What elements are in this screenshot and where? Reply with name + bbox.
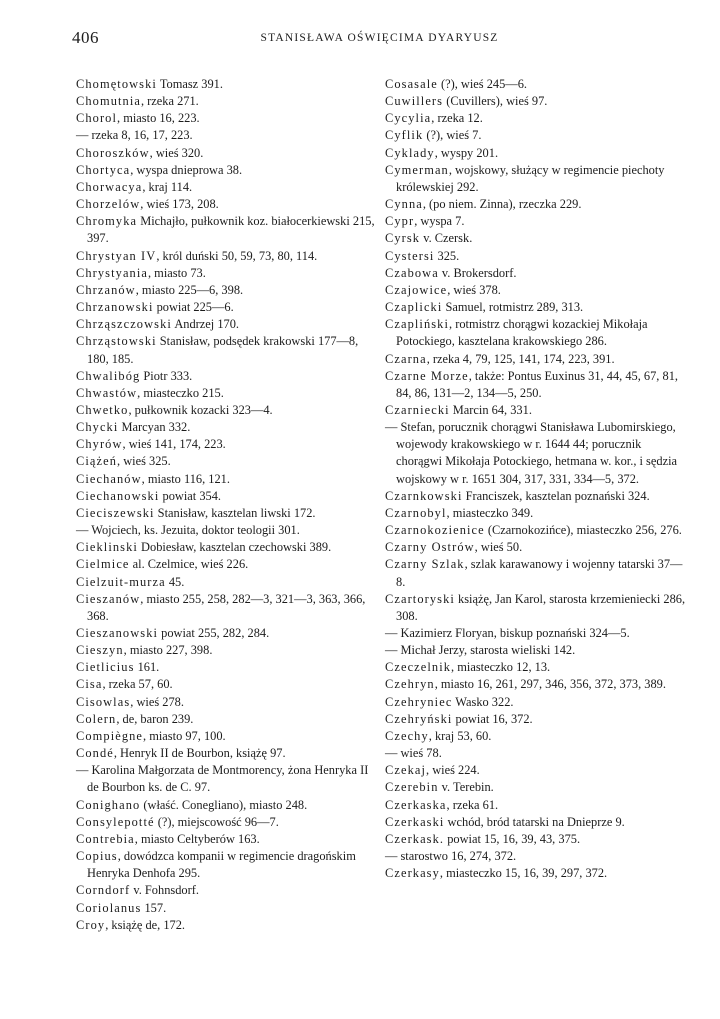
index-entry — [76, 814, 376, 831]
index-entry — [76, 162, 376, 179]
index-entry — [385, 230, 687, 247]
entry-text: — Wojciech, ks. Jezuita, doktor teologii 301. — [76, 523, 300, 538]
page-header — [72, 28, 687, 52]
index-entry — [385, 368, 687, 402]
index-entry — [76, 848, 376, 882]
index-entry — [385, 556, 687, 590]
entry-text: , miasto 73. — [147, 265, 206, 280]
entry-headword: Chorzelów — [76, 197, 141, 212]
index-entry — [385, 145, 687, 162]
entry-text: wchód, bród tatarski na Dnieprze 9. — [444, 814, 625, 829]
index-entry — [76, 917, 376, 934]
entry-text: , miasto 225—6, 398. — [135, 282, 244, 297]
entry-text: , miasto 16, 223. — [117, 111, 200, 126]
entry-headword: Chwastów — [76, 385, 138, 400]
entry-text: , szlak karawanowy i wojenny tatarski 37—8. — [396, 557, 683, 589]
entry-text: , rzeka 4, 79, 125, 141, 174, 223, 391. — [426, 351, 615, 366]
entry-headword: Cymerman — [385, 162, 449, 177]
index-entry — [385, 248, 687, 265]
entry-text: Michajło, pułkownik koz. białocerkiewski 215, 397. — [87, 214, 375, 246]
entry-headword: Czerkask. — [385, 831, 445, 846]
entry-text: (?), wieś 245—6. — [437, 77, 527, 91]
entry-headword: Cietlicius — [76, 660, 135, 675]
index-entry — [385, 196, 687, 213]
entry-headword: Coriolanus — [76, 900, 142, 915]
entry-text: v. Fohnsdorf. — [130, 883, 199, 898]
entry-headword: Czarnobyl — [385, 505, 447, 520]
entry-headword: Czerebin — [385, 780, 439, 795]
index-entry — [76, 179, 376, 196]
entry-headword: Cypr — [385, 214, 415, 229]
entry-text: — Kazimierz Floryan, biskup poznański 324—5. — [385, 626, 630, 640]
entry-text: Stanisław, podsędek krakowski 177—8, 180, 185. — [87, 334, 359, 366]
entry-headword: Cieszanowski — [76, 626, 159, 640]
index-entry — [76, 333, 376, 367]
index-entry — [385, 522, 687, 539]
entry-text: , miasteczko 349. — [446, 505, 534, 520]
index-entry — [385, 676, 687, 693]
entry-headword: Chrystyan IV — [76, 248, 157, 263]
index-entry — [76, 797, 376, 814]
entry-headword: Consylepotté — [76, 814, 155, 829]
index-entry — [76, 728, 376, 745]
entry-text: powiat 15, 16, 39, 43, 375. — [444, 831, 581, 846]
entry-text: , rzeka 271. — [140, 94, 199, 109]
index-entry — [385, 659, 687, 676]
entry-headword: Chorol — [76, 111, 118, 126]
entry-text: , wieś 278. — [130, 694, 184, 709]
entry-headword: Ciechanowski — [76, 488, 160, 503]
entry-text: Andrzej 170. — [171, 317, 240, 332]
entry-text: , wieś 224. — [426, 763, 480, 778]
index-entry — [76, 762, 376, 796]
index-entry — [76, 213, 376, 247]
index-entry — [385, 711, 687, 728]
entry-headword: Cosasale — [385, 77, 438, 91]
index-entry — [385, 76, 687, 93]
index-entry — [76, 265, 376, 282]
entry-text: , pułkownik kozacki 323—4. — [128, 402, 273, 417]
entry-headword: Czerkaski — [385, 814, 445, 829]
index-entry — [385, 316, 687, 350]
index-entry — [76, 676, 376, 693]
index-entry — [76, 488, 376, 505]
entry-headword: Cieszyn — [76, 643, 124, 658]
entry-headword: Cieciszewski — [76, 505, 155, 520]
index-entry — [76, 127, 376, 144]
index-entry — [385, 419, 687, 488]
entry-headword: Croy — [76, 917, 106, 932]
entry-headword: Cielzuit-murza — [76, 574, 166, 589]
entry-headword: Ciechanów — [76, 471, 142, 486]
entry-headword: Chwetko — [76, 402, 129, 417]
index-entry — [76, 539, 376, 556]
index-entry — [76, 711, 376, 728]
entry-text: , miasto Celtyberów 163. — [134, 831, 260, 846]
entry-text: , król duński 50, 59, 73, 80, 114. — [156, 248, 318, 263]
index-entry — [76, 574, 376, 591]
index-entry — [76, 556, 376, 573]
index-entry — [385, 505, 687, 522]
entry-headword: Cisa — [76, 677, 103, 692]
entry-text: , dowódzca kompanii w regimencie dragońskim Henryka Denhofa 295. — [87, 849, 356, 881]
entry-headword: Contrebia — [76, 831, 135, 846]
index-entry — [76, 385, 376, 402]
entry-text: , Henryk II de Bourbon, książę 97. — [113, 746, 286, 761]
index-entry — [385, 110, 687, 127]
entry-text: al. Czelmice, wieś 226. — [129, 557, 249, 572]
index-entry — [76, 900, 376, 917]
entry-text: v. Terebin. — [438, 780, 494, 795]
index-entry — [385, 797, 687, 814]
index-entry — [76, 831, 376, 848]
index-entry — [385, 488, 687, 505]
index-column-left — [76, 76, 376, 934]
running-title: STANISŁAWA OŚWIĘCIMA DYARYUSZ — [260, 32, 499, 44]
entry-headword: Czekaj — [385, 763, 427, 778]
entry-text: v. Brokersdorf. — [438, 265, 517, 280]
index-entry — [76, 745, 376, 762]
index-entry — [385, 127, 687, 144]
entry-headword: Czechy — [385, 728, 429, 743]
entry-text: (Czarnokozińce), miasteczko 256, 276. — [484, 523, 682, 538]
entry-text: , wyspy 201. — [434, 145, 499, 160]
entry-text: Samuel, rotmistrz 289, 313. — [442, 300, 584, 315]
entry-text: (Cuvillers), wieś 97. — [443, 94, 548, 109]
entry-headword: Conighano — [76, 797, 141, 812]
entry-headword: Chrząszczowski — [76, 317, 172, 332]
entry-text: , kraj 53, 60. — [428, 728, 492, 743]
entry-headword: Choroszków — [76, 145, 150, 160]
index-entry — [76, 591, 376, 625]
entry-headword: Czarnokozienice — [385, 523, 485, 538]
entry-headword: Cynna — [385, 197, 423, 212]
index-entry — [76, 625, 376, 642]
entry-text: , wieś 173, 208. — [140, 197, 219, 212]
entry-headword: Czabowa — [385, 265, 439, 280]
index-entry — [76, 93, 376, 110]
entry-headword: Chrzanów — [76, 282, 136, 297]
entry-headword: Cieklinski — [76, 540, 138, 555]
entry-text: , rotmistrz chorągwi kozackiej Mikołaja Potockiego, kasztelana krakowskiego 286. — [396, 317, 648, 349]
index-entry — [385, 162, 687, 196]
entry-headword: Cycylia — [385, 111, 432, 126]
entry-headword: Cyrsk — [385, 231, 421, 246]
index-entry — [385, 539, 687, 556]
index-entry — [385, 351, 687, 368]
entry-text: , wieś 325. — [117, 454, 171, 469]
entry-text: , rzeka 12. — [431, 111, 483, 126]
entry-headword: Corndorf — [76, 883, 131, 898]
entry-headword: Cisowlas — [76, 694, 131, 709]
entry-headword: Czeczelnik — [385, 660, 452, 675]
index-entry — [76, 316, 376, 333]
index-entry — [76, 110, 376, 127]
entry-headword: Copius — [76, 849, 118, 864]
entry-text: Tomasz 391. — [156, 77, 223, 91]
index-entry — [76, 368, 376, 385]
index-entry — [385, 625, 687, 642]
entry-text: Wasko 322. — [452, 694, 514, 709]
index-entry — [76, 282, 376, 299]
index-entry — [385, 745, 687, 762]
entry-headword: Compiègne — [76, 728, 144, 743]
entry-headword: Ciążeń — [76, 454, 118, 469]
entry-text: 157. — [141, 900, 167, 915]
entry-text: , miasto 16, 261, 297, 346, 356, 372, 373, 389. — [434, 677, 666, 692]
index-entry — [76, 505, 376, 522]
index-entry — [76, 659, 376, 676]
entry-headword: Czehryński — [385, 711, 453, 726]
entry-headword: Czajowice — [385, 282, 448, 297]
entry-text: powiat 255, 282, 284. — [158, 626, 270, 640]
entry-text: 325. — [434, 248, 460, 263]
entry-headword: Chomętowski — [76, 77, 157, 91]
entry-text: , miasto 255, 258, 282—3, 321—3, 363, 366, 368. — [87, 591, 366, 623]
entry-headword: Czaplicki — [385, 300, 443, 315]
entry-text: Stanisław, kasztelan liwski 172. — [154, 505, 316, 520]
entry-text: , (po niem. Zinna), rzeczka 229. — [422, 197, 582, 212]
entry-text: 161. — [134, 660, 160, 675]
entry-headword: Cystersi — [385, 248, 435, 263]
entry-text: powiat 354. — [159, 488, 222, 503]
entry-text: , miasto 116, 121. — [141, 471, 230, 486]
entry-headword: Colern — [76, 711, 117, 726]
index-entry — [76, 248, 376, 265]
entry-text: , wyspa dnieprowa 38. — [130, 162, 243, 177]
entry-headword: Condé — [76, 746, 114, 761]
entry-headword: Czehryn — [385, 677, 435, 692]
entry-headword: Chomutnia — [76, 94, 141, 109]
entry-text: , wyspa 7. — [414, 214, 465, 229]
entry-text: — Michał Jerzy, starosta wieliski 142. — [385, 643, 576, 658]
index-entry — [385, 213, 687, 230]
entry-text: , miasto 97, 100. — [143, 728, 226, 743]
index-entry — [385, 762, 687, 779]
entry-text: v. Czersk. — [420, 231, 473, 246]
entry-text: — rzeka 8, 16, 17, 223. — [76, 128, 193, 143]
entry-headword: Chrzanowski — [76, 300, 154, 315]
page-number: 406 — [72, 28, 99, 47]
entry-headword: Chortyca — [76, 162, 131, 177]
entry-text: — Stefan, porucznik chorągwi Stanisława Lubomirskiego, wojewody krakowskiego w r. 1644 44; porucznik chorągwi Mikołaja Potockiego, hetmana w. kor., i sędzia wojskowy w r. 1651 304, 317, 331, 334—5, 372. — [385, 420, 678, 486]
index-entry — [385, 848, 687, 865]
entry-headword: Czarne Morze — [385, 368, 469, 383]
index-entry — [76, 642, 376, 659]
index-entry — [76, 471, 376, 488]
entry-text: , książę de, 172. — [105, 917, 186, 932]
entry-text: (?), miejscowość 96—7. — [154, 814, 279, 829]
index-entry — [76, 522, 376, 539]
entry-text: , rzeka 57, 60. — [102, 677, 173, 692]
entry-headword: Czapliński — [385, 317, 449, 332]
entry-headword: Czarny Ostrów — [385, 540, 475, 555]
entry-headword: Chrystyania — [76, 265, 148, 280]
index-entry — [385, 865, 687, 882]
entry-text: Dobiesław, kasztelan czechowski 389. — [137, 540, 332, 555]
entry-text: , miasteczko 15, 16, 39, 297, 372. — [439, 866, 608, 881]
index-entry — [385, 591, 687, 625]
entry-text: — wieś 78. — [385, 746, 442, 761]
entry-text: książę, Jan Karol, starosta krzemieniecki 286, 308. — [396, 591, 686, 623]
entry-headword: Cyflik — [385, 128, 424, 143]
entry-text: — starostwo 16, 274, 372. — [385, 849, 517, 864]
entry-headword: Czerkasy — [385, 866, 440, 881]
entry-headword: Chromyka — [76, 214, 138, 229]
index-entry — [385, 728, 687, 745]
entry-headword: Czarna — [385, 351, 427, 366]
entry-text: , miasteczko 12, 13. — [451, 660, 551, 675]
entry-headword: Czerkaska — [385, 797, 447, 812]
index-entry — [385, 694, 687, 711]
index-entry — [76, 436, 376, 453]
entry-headword: Chyrów — [76, 437, 123, 452]
index-entry — [385, 642, 687, 659]
entry-headword: Cyklady — [385, 145, 435, 160]
entry-headword: Czarny Szlak — [385, 557, 465, 572]
index-entry — [76, 882, 376, 899]
entry-headword: Czehryniec — [385, 694, 453, 709]
entry-text: , miasto 227, 398. — [123, 643, 213, 658]
index-entry — [76, 196, 376, 213]
entry-text: , wojskowy, służący w regimencie piechoty królewskiej 292. — [396, 162, 665, 194]
entry-headword: Chwalibóg — [76, 368, 141, 383]
entry-headword: Chrząstowski — [76, 334, 157, 349]
entry-headword: Cieszanów — [76, 591, 141, 606]
index-entry — [385, 779, 687, 796]
index-entry — [385, 831, 687, 848]
index-entry — [76, 453, 376, 470]
index-entry — [76, 694, 376, 711]
entry-headword: Czarnkowski — [385, 488, 463, 503]
index-entry — [76, 402, 376, 419]
entry-text: powiat 16, 372. — [452, 711, 533, 726]
entry-headword: Chorwacya — [76, 179, 143, 194]
entry-text: Marcyan 332. — [118, 420, 191, 435]
index-entry — [385, 402, 687, 419]
index-entry — [385, 93, 687, 110]
index-entry — [385, 814, 687, 831]
index-entry — [76, 299, 376, 316]
entry-text: , rzeka 61. — [446, 797, 499, 812]
entry-text: , wieś 378. — [447, 282, 501, 297]
entry-text: (?), wieś 7. — [423, 128, 482, 143]
entry-headword: Cielmice — [76, 557, 130, 572]
index-entry — [385, 299, 687, 316]
entry-text: , wieś 320. — [149, 145, 204, 160]
index-entry — [385, 282, 687, 299]
index-entry — [385, 265, 687, 282]
entry-text: , także: Pontus Euxinus 31, 44, 45, 67, 81, 84, 86, 131—2, 134—5, 250. — [396, 368, 678, 400]
entry-text: 45. — [165, 574, 185, 589]
entry-text: Marcin 64, 331. — [449, 402, 532, 417]
entry-text: Franciszek, kasztelan poznański 324. — [462, 488, 650, 503]
entry-text: , miasteczko 215. — [137, 385, 224, 400]
index-column-right — [385, 76, 687, 882]
entry-text: — Karolina Małgorzata de Montmorency, żona Henryka II de Bourbon ks. de C. 97. — [76, 763, 369, 795]
entry-text: (właść. Conegliano), miasto 248. — [140, 797, 308, 812]
index-entry — [76, 145, 376, 162]
entry-headword: Czartoryski — [385, 591, 455, 606]
index-entry — [76, 76, 376, 93]
entry-text: powiat 225—6. — [153, 300, 234, 315]
entry-text: , de, baron 239. — [116, 711, 194, 726]
entry-text: Piotr 333. — [140, 368, 193, 383]
index-entry — [76, 419, 376, 436]
entry-text: , wieś 50. — [474, 540, 523, 555]
entry-text: , kraj 114. — [142, 179, 193, 194]
entry-headword: Czarniecki — [385, 402, 450, 417]
entry-text: , wieś 141, 174, 223. — [122, 437, 226, 452]
entry-headword: Cuwillers — [385, 94, 444, 109]
entry-headword: Chycki — [76, 420, 119, 435]
